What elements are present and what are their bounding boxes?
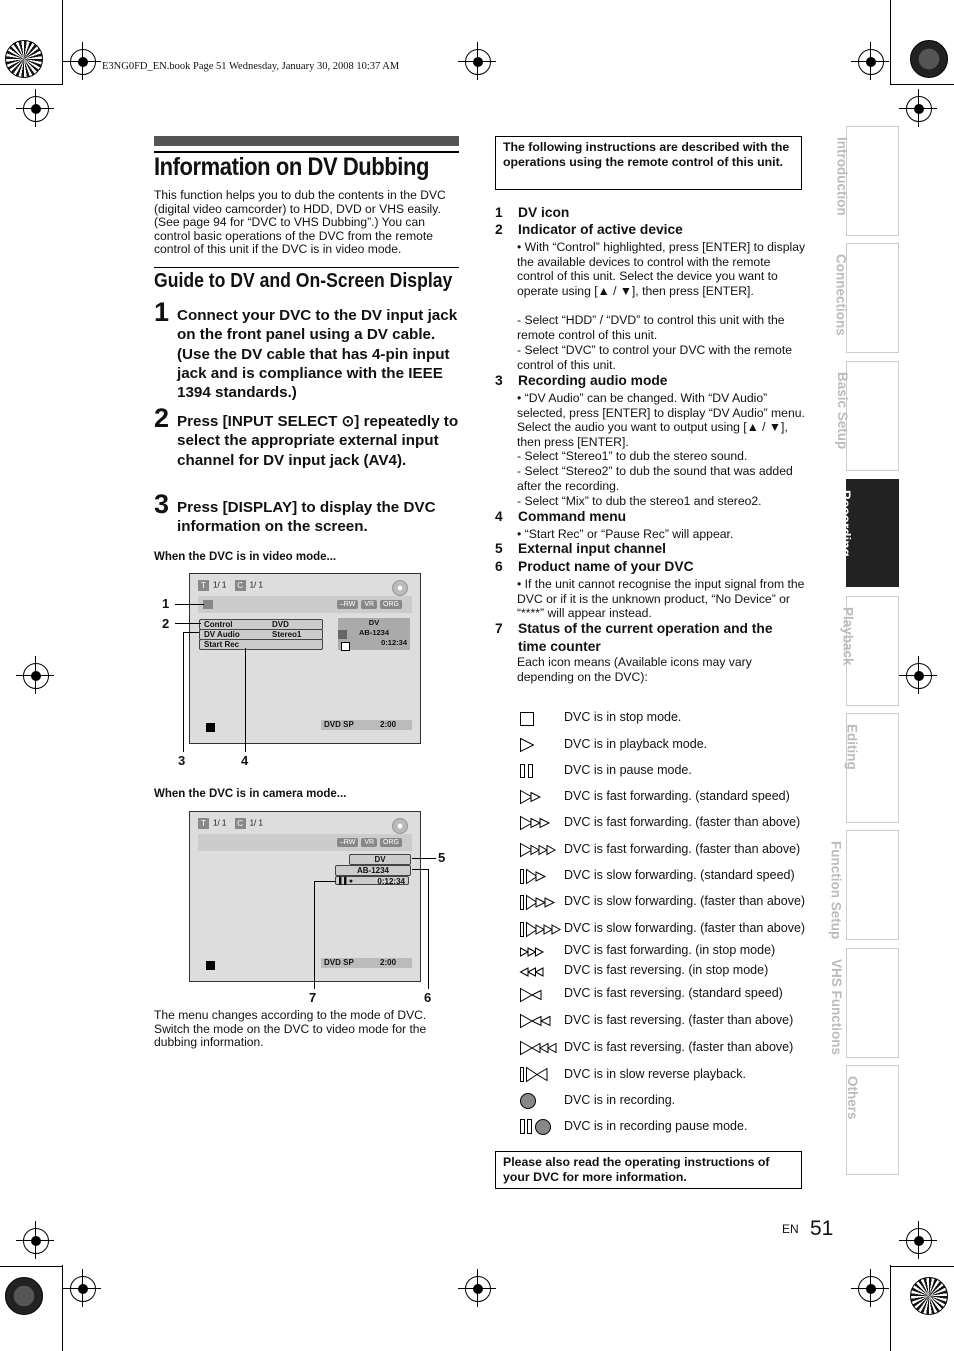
ff2-icon xyxy=(519,815,555,831)
reg-mark xyxy=(906,663,932,689)
icon-description: DVC is fast forwarding. (standard speed) xyxy=(564,789,790,803)
rec-mode: DVD SP xyxy=(324,720,354,729)
caption-camera-mode: When the DVC is in camera mode... xyxy=(154,788,347,800)
mode-chip: VR xyxy=(361,600,377,609)
ff-stop-icon xyxy=(519,946,549,958)
pause-icon xyxy=(519,763,539,779)
item-3-bullet: - Select “Mix” to dub the stereo1 and stereo2. xyxy=(517,494,762,508)
time-counter: 0:12:34 xyxy=(381,638,407,647)
camera-mode-screen xyxy=(189,811,421,982)
icon-description: DVC is slow forwarding. (standard speed) xyxy=(564,868,795,882)
tab-playback[interactable]: Playback xyxy=(846,596,899,706)
chapter-icon: C xyxy=(235,818,246,829)
language-label: EN xyxy=(782,1222,799,1236)
file-header: E3NG0FD_EN.book Page 51 Wednesday, January 30, 2008 10:37 AM xyxy=(102,61,400,72)
menu-label: DV Audio xyxy=(204,630,240,639)
record-icon xyxy=(519,1092,539,1110)
slow-reverse-icon xyxy=(519,1066,553,1084)
ff1-icon xyxy=(519,789,549,805)
item-3-heading: 3 Recording audio mode xyxy=(495,373,668,388)
item-7-heading: 7 Status of the current operation and the time counter xyxy=(495,621,773,654)
callout-2: 2 xyxy=(162,616,170,631)
title-bar xyxy=(154,136,459,146)
info-row xyxy=(198,834,412,851)
item-2-bullet: • With “Control” highlighted, press [ENTER] to display the available devices to control with the remote control of this unit. Select the device you want to operate using [▲ / ▼], then press [ENTER]. xyxy=(517,240,806,298)
info-row xyxy=(198,596,412,613)
menu-value: DVD xyxy=(272,620,289,629)
product-name-box xyxy=(335,865,411,876)
callout-line xyxy=(314,881,315,989)
page-title: Information on DV Dubbing xyxy=(154,153,429,181)
menu-value: Stereo1 xyxy=(272,630,302,639)
icon-description: DVC is in slow reverse playback. xyxy=(564,1067,747,1081)
bottom-note-box: Please also read the operating instructions of your DVC for more information. xyxy=(495,1151,802,1189)
item-7-text: Each icon means (Available icons may vary depending on the DVC): xyxy=(517,655,752,684)
icon-description: DVC is in pause mode. xyxy=(564,763,692,777)
menu-label: Control xyxy=(204,620,233,629)
callout-line xyxy=(412,869,428,870)
item-6-bullet: • If the unit cannot recognise the input signal from the DVC or if it is the unknown product, “No Device” or “****” will appear instead. xyxy=(517,577,805,621)
product-name: AB-1234 xyxy=(356,866,389,875)
menu-item-start-rec[interactable] xyxy=(199,639,323,650)
item-3-bullet: • “DV Audio” can be changed. With “DV Audio” selected, press [ENTER] to display “DV Audio” menu. Select the audio you want to output using [▲ / ▼], then press [ENTER]. xyxy=(517,391,805,449)
record-pause-icon xyxy=(519,1118,555,1136)
icon-description: DVC is fast reversing. (in stop mode) xyxy=(564,963,769,977)
item-3-bullet: - Select “Stereo2” to dub the sound that was added after the recording. xyxy=(517,464,793,493)
crop-ring-bottom-right xyxy=(910,1277,948,1315)
reg-mark xyxy=(858,1276,884,1302)
status-bar xyxy=(198,818,412,834)
fr1-icon xyxy=(519,987,549,1003)
fr-stop-icon xyxy=(519,966,549,978)
step-text: Connect your DVC to the DV input jack on the front panel using a DV cable. (Use the DV cable that has 4-pin input jack and is compliance with the IEEE 1394 standards.) xyxy=(177,307,458,402)
tab-vhs-functions[interactable]: VHS Functions xyxy=(846,948,899,1058)
title-count: 1/ 1 xyxy=(213,818,227,828)
crop-ring-top-left xyxy=(5,40,43,78)
item-2-bullet: - Select “DVC” to control your DVC with the remote control of this unit. xyxy=(517,343,792,372)
title-icon: T xyxy=(198,818,209,829)
org-chip: ORG xyxy=(380,600,402,609)
tab-introduction[interactable]: Introduction xyxy=(846,126,899,236)
tab-connections[interactable]: Connections xyxy=(846,243,899,353)
icon-description: DVC is in playback mode. xyxy=(564,737,708,751)
icon-description: DVC is in recording pause mode. xyxy=(564,1119,748,1133)
play-icon xyxy=(519,737,539,753)
callout-3: 3 xyxy=(178,753,186,768)
remote-note-box: The following instructions are described with the operations using the remote control of this unit. xyxy=(495,136,802,190)
icon-description: DVC is slow forwarding. (faster than above) xyxy=(564,921,806,935)
sf1-icon xyxy=(519,868,555,886)
icon-description: DVC is in recording. xyxy=(564,1093,676,1107)
reg-mark xyxy=(70,49,96,75)
icon-description: DVC is fast forwarding. (faster than above) xyxy=(564,815,801,829)
crop-ring-bottom-left xyxy=(5,1277,43,1315)
mode-chip: VR xyxy=(361,838,377,847)
icon-description: DVC is in stop mode. xyxy=(564,710,682,724)
callout-4: 4 xyxy=(241,753,249,768)
dv-label: DV xyxy=(368,618,380,627)
item-4-bullet: • “Start Rec” or “Pause Rec” will appear. xyxy=(517,527,734,541)
callout-5: 5 xyxy=(438,850,446,865)
step-text: Press [INPUT SELECT ⊙] repeatedly to select the appropriate external input channel for DV input jack (AV4). xyxy=(177,413,459,469)
product-name: AB-1234 xyxy=(358,628,389,637)
tab-others[interactable]: Others xyxy=(846,1065,899,1175)
reg-mark xyxy=(465,1276,491,1302)
dv-panel xyxy=(338,618,410,650)
page-number: 51 xyxy=(810,1217,834,1240)
disc-icon xyxy=(392,580,408,596)
sf2-icon xyxy=(519,894,559,912)
callout-line xyxy=(314,881,336,882)
title-count: 1/ 1 xyxy=(213,580,227,590)
icon-description: DVC is fast forwarding. (faster than above) xyxy=(564,842,801,856)
chapter-icon: C xyxy=(235,580,246,591)
step-number: 1 xyxy=(154,297,170,327)
org-chip: ORG xyxy=(380,838,402,847)
subtitle-rule xyxy=(154,267,459,268)
video-mode-screen xyxy=(189,573,421,744)
dv-label-box: DV xyxy=(349,854,411,865)
sf3-icon xyxy=(519,921,563,939)
tab-recording[interactable]: Recording xyxy=(846,479,899,587)
media-chip: –RW xyxy=(337,838,358,847)
callout-6: 6 xyxy=(424,990,432,1005)
callout-7: 7 xyxy=(309,990,317,1005)
caption-video-mode: When the DVC is in video mode... xyxy=(154,551,337,563)
step-number: 2 xyxy=(154,403,170,433)
tab-editing[interactable]: Editing xyxy=(846,713,899,823)
reg-mark xyxy=(906,96,932,122)
record-status-icon xyxy=(206,961,215,970)
stop-status-icon xyxy=(341,642,350,651)
remaining-time: 2:00 xyxy=(380,958,397,967)
callout-1: 1 xyxy=(162,596,170,611)
rec-mode: DVD SP xyxy=(324,958,354,967)
chapter-count: 1/ 1 xyxy=(249,580,263,590)
time-counter: 0:12:34 xyxy=(377,877,405,886)
item-4-heading: 4 Command menu xyxy=(495,509,627,524)
icon-description: DVC is fast reversing. (faster than above) xyxy=(564,1013,794,1027)
ff3-icon xyxy=(519,842,561,858)
item-6-heading: 6 Product name of your DVC xyxy=(495,559,694,574)
reg-mark xyxy=(23,1228,49,1254)
media-chip: –RW xyxy=(337,600,358,609)
reg-mark xyxy=(906,1228,932,1254)
time-counter-box xyxy=(335,876,409,885)
reg-mark xyxy=(465,49,491,75)
reg-mark xyxy=(23,663,49,689)
menu-mode-note: The menu changes according to the mode of DVC. Switch the mode on the DVC to video mode for the dubbing information. xyxy=(154,1008,427,1050)
item-5-heading: 5 External input channel xyxy=(495,541,666,556)
fr2-icon xyxy=(519,1013,555,1029)
section-subtitle: Guide to DV and On-Screen Display xyxy=(154,270,453,292)
item-2-heading: 2 Indicator of active device xyxy=(495,222,683,237)
step-text: Press [DISPLAY] to display the DVC information on the screen. xyxy=(177,499,436,536)
stop-icon xyxy=(519,711,539,727)
item-1-heading: 1 DV icon xyxy=(495,205,570,220)
chapter-count: 1/ 1 xyxy=(249,818,263,828)
dv-icon xyxy=(203,600,213,609)
callout-line xyxy=(412,858,436,859)
reg-mark xyxy=(858,49,884,75)
callout-line xyxy=(175,604,204,605)
callout-line xyxy=(183,632,199,633)
icon-description: DVC is slow forwarding. (faster than above) xyxy=(564,894,806,908)
dvd-sp-bar xyxy=(321,720,412,730)
dvd-sp-bar xyxy=(321,958,412,968)
item-3-bullet: - Select “Stereo1” to dub the stereo sound. xyxy=(517,449,748,463)
intro-text: This function helps you to dub the contents in the DVC (digital video camcorder) to HDD, DVD or VHS easily. (See page 94 for “DVC to VHS Dubbing”.) You can control basic operations of the DVC from the remote control of this unit if the DVC is in video mode. xyxy=(154,188,446,257)
tab-basic-setup[interactable]: Basic Setup xyxy=(846,361,899,471)
callout-line xyxy=(245,648,246,752)
menu-label: Start Rec xyxy=(204,640,240,649)
status-bar xyxy=(198,580,412,596)
record-status-icon xyxy=(206,723,215,732)
callout-line xyxy=(428,869,429,989)
remaining-time: 2:00 xyxy=(380,720,397,729)
step-number: 3 xyxy=(154,489,170,519)
reg-mark xyxy=(70,1276,96,1302)
disc-icon xyxy=(392,818,408,834)
crop-ring-top-right xyxy=(910,40,948,78)
icon-description: DVC is fast reversing. (standard speed) xyxy=(564,986,783,1000)
item-2-bullet: - Select “HDD” / “DVD” to control this unit with the remote control of this unit. xyxy=(517,313,785,342)
input-icon xyxy=(338,630,347,639)
callout-line xyxy=(175,623,201,624)
callout-line xyxy=(183,632,184,752)
fr3-icon xyxy=(519,1040,561,1056)
rec-pause-status-icon: ▌▌● xyxy=(339,878,354,885)
icon-description: DVC is fast reversing. (faster than above) xyxy=(564,1040,794,1054)
tab-function-setup[interactable]: Function Setup xyxy=(846,830,899,940)
title-icon: T xyxy=(198,580,209,591)
reg-mark xyxy=(23,96,49,122)
icon-description: DVC is fast forwarding. (in stop mode) xyxy=(564,943,776,957)
